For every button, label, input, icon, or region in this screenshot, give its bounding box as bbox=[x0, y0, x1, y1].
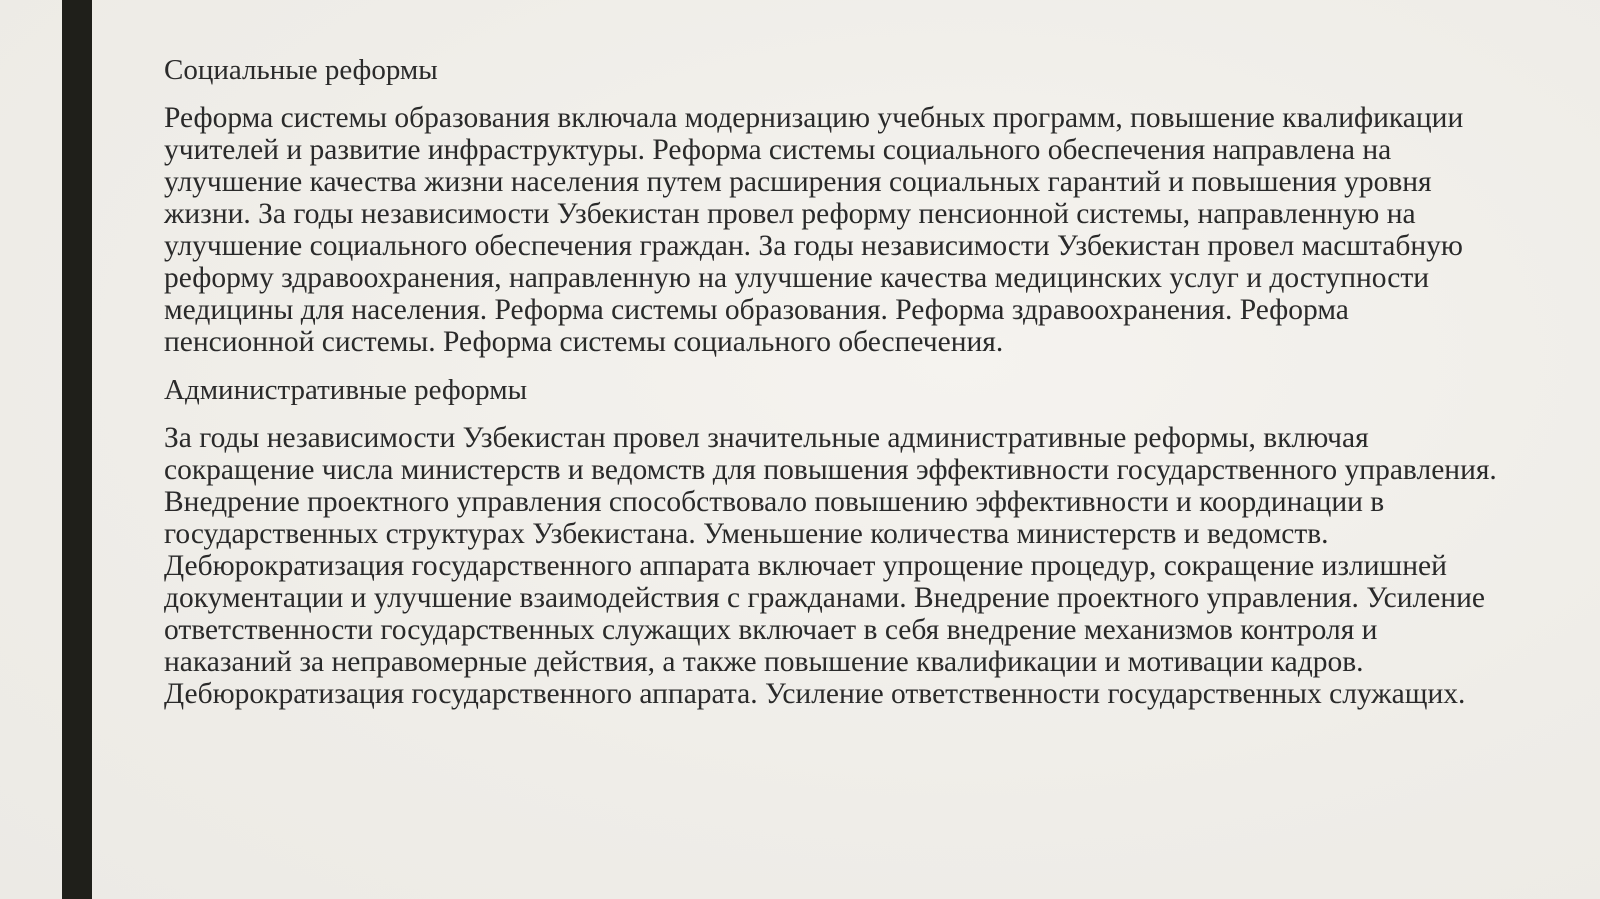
accent-bar bbox=[62, 0, 92, 899]
section-body-administrative: За годы независимости Узбекистан провел значительные административные реформы, включая сокращение числа министерств и ведомств для повышения эффективности государственного управления. Внедрение проектного управления способствовало повышению эффективности и координации в государственных структурах Узбекистана. Уменьшение количества министерств и ведомств. Дебюрократизация государственного аппарата включает упрощение процедур, сокращение излишней документации и улучшение взаимодействия с гражданами. Внедрение проектного управления. Усиление ответственности государственных служащих включает в себя внедрение механизмов контроля и наказаний за неправомерные действия, а также повышение квалификации и мотивации кадров. Дебюрократизация государственного аппарата. Усиление ответственности государственных служащих. bbox=[164, 422, 1497, 710]
section-heading-social: Социальные реформы bbox=[164, 54, 438, 86]
slide-content bbox=[164, 52, 1504, 724]
section-heading-administrative: Административные реформы bbox=[164, 374, 528, 406]
section-body-social: Реформа системы образования включала модернизацию учебных программ, повышение квалификации учителей и развитие инфраструктуры. Реформа системы социального обеспечения направлена на улучшение качества жизни населения путем расширения социальных гарантий и повышения уровня жизни. За годы независимости Узбекистан провел реформу пенсионной системы, направленную на улучшение социального обеспечения граждан. За годы независимости Узбекистан провел масштабную реформу здравоохранения, направленную на улучшение качества медицинских услуг и доступности медицины для населения. Реформа системы образования. Реформа здравоохранения. Реформа пенсионной системы. Реформа системы социального обеспечения. bbox=[164, 102, 1464, 358]
